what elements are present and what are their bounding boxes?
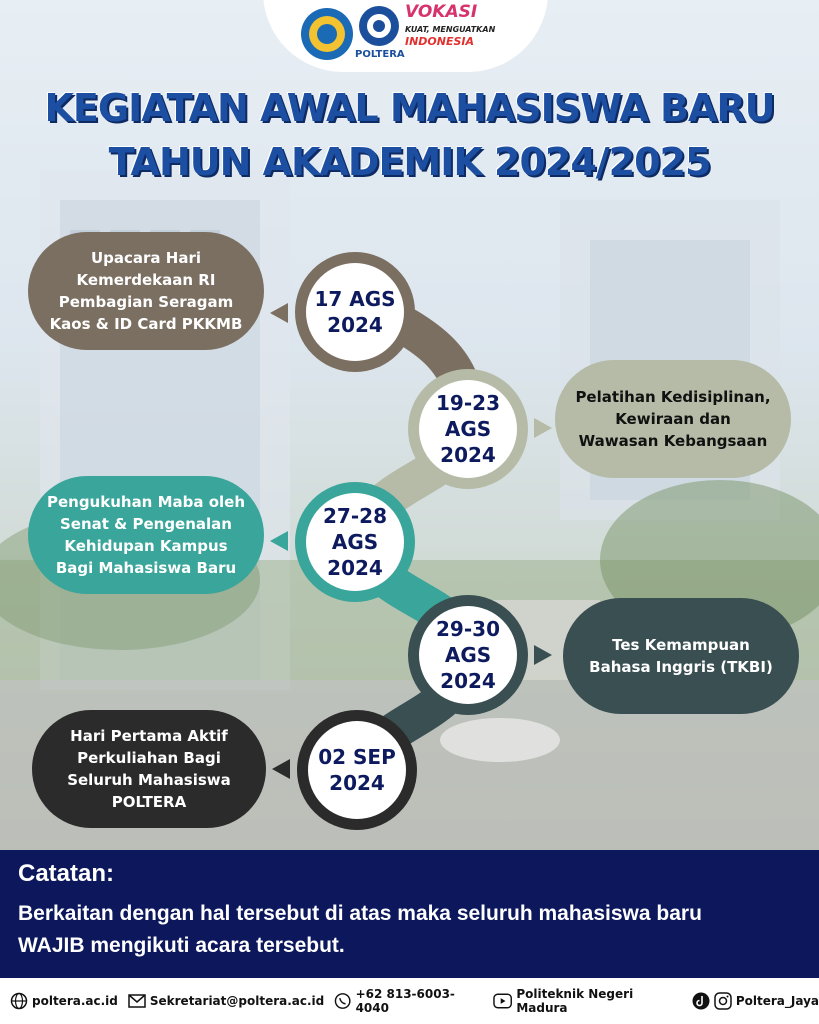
youtube-icon [493,993,512,1009]
event-pill-5: Hari Pertama Aktif Perkuliahan Bagi Seluruh Mahasiswa POLTERA [32,710,266,828]
event-pill-3: Pengukuhan Maba oleh Senat & Pengenalan Kehidupan Kampus Bagi Mahasiswa Baru [28,476,264,594]
note-heading: Catatan: [18,860,115,887]
footer-social[interactable]: Poltera_Jaya [692,992,819,1010]
instagram-icon [714,992,732,1010]
date-circle-3: 27-28 AGS 2024 [295,482,415,602]
globe-icon [10,992,28,1010]
note-body: Berkaitan dengan hal tersebut di atas maka seluruh mahasiswa baru WAJIB mengikuti acara tersebut. [18,902,702,957]
event-pill-1: Upacara Hari Kemerdekaan RI Pembagian Seragam Kaos & ID Card PKKMB [28,232,264,350]
arrow-left-icon [268,530,290,552]
footer-phone[interactable]: +62 813-6003-4040 [334,987,483,1015]
date-circle-4: 29-30 AGS 2024 [408,595,528,715]
footer-website[interactable]: poltera.ac.id [10,992,118,1010]
date-circle-2: 19-23 AGS 2024 [408,369,528,489]
footer [0,978,819,1024]
note-section [0,850,819,978]
date-circle-1: 17 AGS 2024 [295,252,415,372]
footer-email[interactable]: Sekretariat@poltera.ac.id [128,994,324,1008]
vokasi-logo: VOKASI KUAT, MENGUATKAN INDONESIA [405,2,496,48]
date-circle-5: 02 SEP 2024 [297,710,417,830]
event-pill-2: Pelatihan Kedisiplinan, Kewiraan dan Wawasan Kebangsaan [555,360,791,478]
arrow-left-icon [270,758,292,780]
tiktok-icon [692,992,710,1010]
arrow-right-icon [532,417,554,439]
page-title-line1: KEGIATAN AWAL MAHASISWA BARU [44,86,775,130]
whatsapp-icon [334,992,351,1010]
arrow-right-icon [532,644,554,666]
poltera-label: POLTERA [355,49,405,60]
arrow-left-icon [268,302,290,324]
mail-icon [128,994,146,1008]
page-title-line2: TAHUN AKADEMIK 2024/2025 [108,140,711,184]
event-pill-4: Tes Kemampuan Bahasa Inggris (TKBI) [563,598,799,714]
footer-youtube[interactable]: Politeknik Negeri Madura [493,987,682,1015]
